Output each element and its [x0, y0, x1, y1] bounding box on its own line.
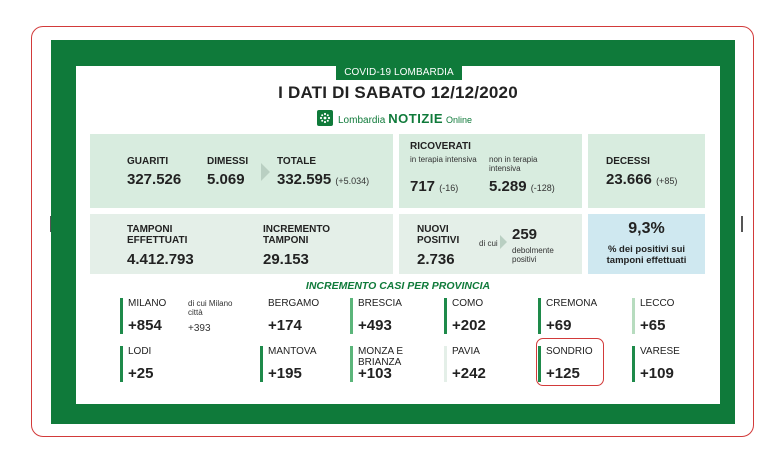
province-bar	[632, 346, 635, 382]
new-positives-box	[399, 214, 582, 274]
province-bar	[350, 346, 353, 382]
province-value: +69	[546, 317, 572, 334]
positivi-value: 2.736	[417, 251, 455, 268]
province-value: +242	[452, 365, 486, 382]
province-value: +195	[268, 365, 302, 382]
province-value: +174	[268, 317, 302, 334]
decessi-value: 23.666 (+85)	[606, 171, 678, 188]
provinces-title: INCREMENTO CASI PER PROVINCIA	[305, 280, 491, 292]
province-name: LECCO	[640, 298, 675, 309]
di-cui-label: di cui	[479, 239, 498, 248]
province-value: +25	[128, 365, 154, 382]
swabs-box	[90, 214, 393, 274]
province-value: +202	[452, 317, 486, 334]
positivi-label: NUOVI POSITIVI	[417, 224, 460, 246]
intensiva-label: in terapia intensiva	[410, 155, 477, 164]
dimessi-value: 5.069	[207, 171, 245, 188]
province-bar	[444, 346, 447, 382]
guariti-label: GUARITI	[127, 156, 169, 167]
guariti-value: 327.526	[127, 171, 182, 188]
province-name: MANTOVA	[268, 346, 317, 357]
province-name: SONDRIO	[546, 346, 593, 357]
hospitalized-box	[399, 134, 582, 208]
deboli-value: 259	[512, 226, 538, 243]
province-name: BRESCIA	[358, 298, 402, 309]
totale-delta: (+5.034)	[335, 176, 370, 186]
recoveries-box	[90, 134, 393, 208]
infographic-card	[76, 66, 720, 404]
province-name: CREMONA	[546, 298, 598, 309]
lombardia-notizie-logo	[317, 109, 472, 127]
province-bar	[350, 298, 353, 334]
totale-label: TOTALE	[277, 156, 317, 167]
logo-notizie: NOTIZIE	[388, 110, 444, 126]
province-bar	[260, 298, 263, 334]
logo-online: Online	[446, 114, 473, 125]
province-bar	[538, 298, 541, 334]
province-value: +109	[640, 365, 674, 382]
non-intensiva-delta: (-128)	[530, 183, 555, 193]
province-name: MILANO	[128, 298, 167, 309]
province-value: +103	[358, 365, 392, 382]
chevron-right-icon	[261, 163, 270, 181]
province-name: MONZA E BRIANZA	[358, 346, 404, 368]
decessi-delta: (+85)	[656, 176, 678, 186]
right-edge-tick	[741, 216, 743, 232]
province-name: LODI	[128, 346, 152, 357]
province-name: PAVIA	[452, 346, 480, 357]
incremento-value: 29.153	[263, 251, 309, 268]
deboli-label: debolmente positivi	[512, 246, 554, 264]
totale-value: 332.595 (+5.034)	[277, 171, 370, 188]
province-bar	[444, 298, 447, 334]
header-banner: COVID-19 LOMBARDIA	[336, 66, 462, 80]
province-value: +125	[546, 365, 580, 382]
province-bar	[632, 298, 635, 334]
positivity-rate-box	[588, 214, 705, 274]
milano-city-value: +393	[188, 323, 211, 334]
intensiva-delta: (-16)	[439, 183, 459, 193]
province-name: VARESE	[640, 346, 680, 357]
positivity-rate-value: 9,3%	[628, 220, 665, 237]
milano-city-label: di cui Milano città	[188, 299, 233, 317]
lombardia-rose-icon	[317, 110, 333, 126]
province-bar	[120, 346, 123, 382]
tamponi-label: TAMPONI EFFETTUATI	[127, 224, 188, 246]
sondrio-highlight	[536, 338, 604, 386]
logo-brand: Lombardia	[338, 114, 386, 126]
incremento-label: INCREMENTO TAMPONI	[263, 224, 331, 246]
province-name: COMO	[452, 298, 484, 309]
province-name: BERGAMO	[268, 298, 320, 309]
positivity-rate-label: % dei positivi sui tamponi effettuati	[606, 244, 687, 266]
non-intensiva-label: non in terapia intensiva	[489, 155, 538, 173]
chevron-right-icon	[500, 235, 507, 249]
decessi-label: DECESSI	[606, 156, 650, 167]
province-value: +854	[128, 317, 162, 334]
non-intensiva-value: 5.289 (-128)	[489, 178, 555, 195]
intensiva-value: 717 (-16)	[410, 178, 459, 195]
dimessi-label: DIMESSI	[207, 156, 249, 167]
province-bar	[260, 346, 263, 382]
ricoverati-label: RICOVERATI	[410, 141, 471, 152]
page-title: I DATI DI SABATO 12/12/2020	[278, 83, 518, 102]
province-value: +65	[640, 317, 666, 334]
province-bar	[120, 298, 123, 334]
tamponi-value: 4.412.793	[127, 251, 194, 268]
province-value: +493	[358, 317, 392, 334]
deaths-box	[588, 134, 705, 208]
